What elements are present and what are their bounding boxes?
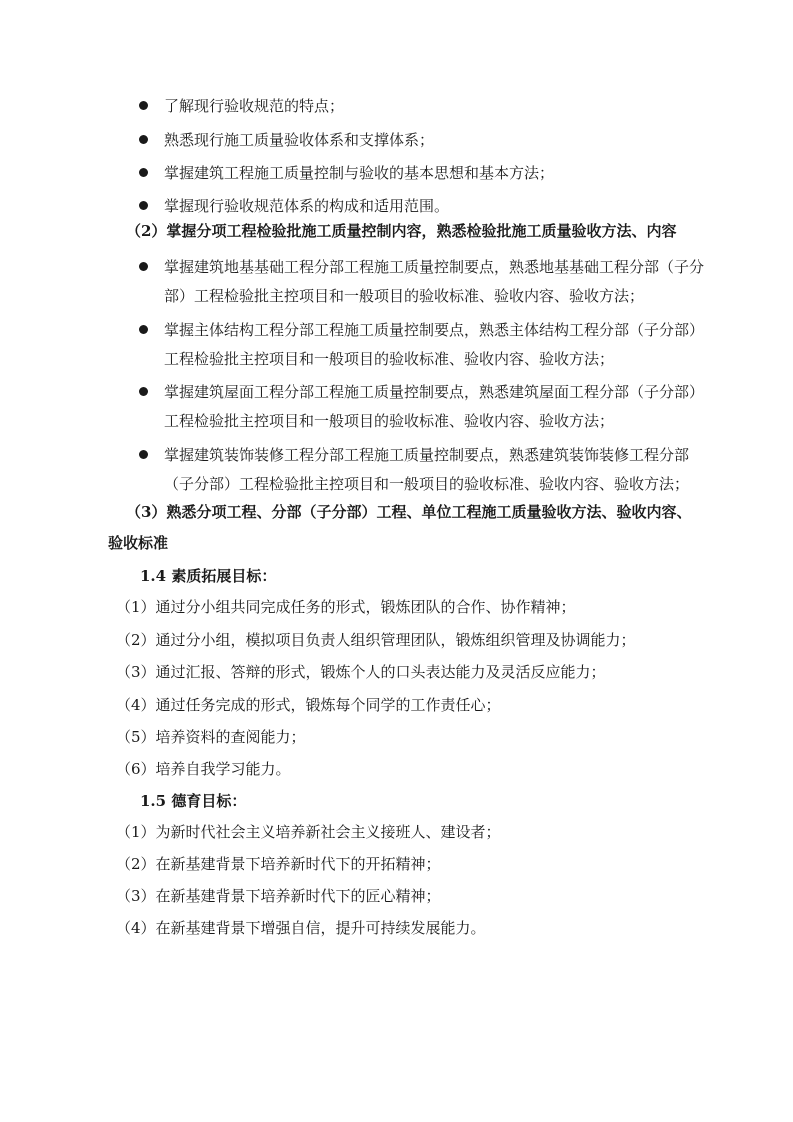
list-item: （2）在新基建背景下培养新时代下的开拓精神； [116,855,441,873]
bullet-text-line1: 掌握主体结构工程分部工程施工质量控制要点，熟悉主体结构工程分部（子分部） [164,321,705,339]
list-item: （1）通过分小组共同完成任务的形式，锻炼团队的合作、协作精神； [116,598,576,616]
bullet-text: 掌握现行验收规范体系的构成和适用范围。 [164,197,450,215]
list-item: （3）通过汇报、答辩的形式，锻炼个人的口头表达能力及灵活反应能力； [116,663,606,681]
section-title-1-5: 1.5 德育目标： [140,792,247,810]
bullet-text-line2: 工程检验批主控项目和一般项目的验收标准、验收内容、验收方法； [164,412,615,430]
bullet-text-line1: 掌握建筑地基基础工程分部工程施工质量控制要点，熟悉地基基础工程分部（子分 [164,258,705,276]
bullet-text: 熟悉现行施工质量验收体系和支撑体系； [164,131,435,149]
bullet-text-line2: （子分部）工程检验批主控项目和一般项目的验收标准、验收内容、验收方法； [164,475,690,493]
bullet-icon [139,101,148,110]
list-item: （4）在新基建背景下增强自信，提升可持续发展能力。 [116,919,486,937]
list-item: （5）培养资料的查阅能力； [116,728,306,746]
bullet-icon [139,262,148,271]
bullet-text-line1: 掌握建筑屋面工程分部工程施工质量控制要点，熟悉建筑屋面工程分部（子分部） [164,383,705,401]
bullet-text: 了解现行验收规范的特点； [164,97,345,115]
bullet-icon [139,387,148,396]
bullet-text-line1: 掌握建筑装饰装修工程分部工程施工质量控制要点，熟悉建筑装饰装修工程分部 [164,446,690,464]
bullet-text: 掌握建筑工程施工质量控制与验收的基本思想和基本方法； [164,164,555,182]
bullet-icon [139,201,148,210]
bullet-icon [139,450,148,459]
list-item: （2）通过分小组，模拟项目负责人组织管理团队，锻炼组织管理及协调能力； [116,631,636,649]
list-item: （3）在新基建背景下培养新时代下的匠心精神； [116,887,441,905]
bullet-icon [139,168,148,177]
bullet-icon [139,325,148,334]
list-item: （4）通过任务完成的形式，锻炼每个同学的工作责任心； [116,696,501,714]
list-item: （6）培养自我学习能力。 [116,760,291,778]
bullet-text-line2: 部）工程检验批主控项目和一般项目的验收标准、验收内容、验收方法； [164,287,645,305]
list-item: （1）为新时代社会主义培养新社会主义接班人、建设者； [116,823,501,841]
bullet-text-line2: 工程检验批主控项目和一般项目的验收标准、验收内容、验收方法； [164,350,615,368]
bullet-icon [139,135,148,144]
subheading-3-line1: （3）熟悉分项工程、分部（子分部）工程、单位工程施工质量验收方法、验收内容、 [126,503,692,521]
section-title-1-4: 1.4 素质拓展目标： [140,567,277,585]
subheading-3-line2: 验收标准 [108,534,169,552]
subheading-2: （2）掌握分项工程检验批施工质量控制内容，熟悉检验批施工质量验收方法、内容 [126,222,677,240]
